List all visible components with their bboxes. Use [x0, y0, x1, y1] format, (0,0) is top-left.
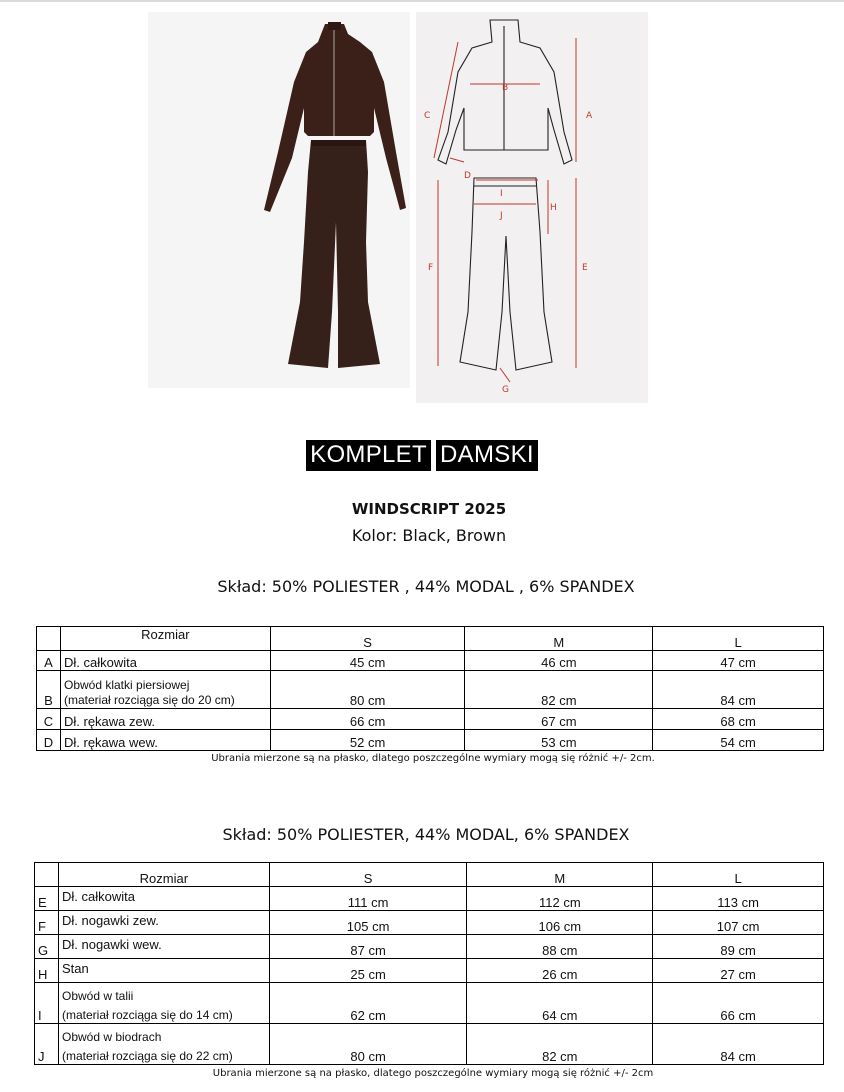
- table-row: [35, 959, 824, 983]
- row-name-note: (materiał rozciąga się do 22 cm): [61, 1049, 233, 1063]
- row-name: Dł. rękawa wew.: [60, 730, 270, 751]
- header-size-s: S: [270, 627, 465, 651]
- table-row: [35, 1024, 824, 1065]
- letter-a: A: [586, 111, 593, 121]
- row-code: E: [35, 887, 59, 911]
- bottom-composition: Skład: 50% POLIESTER, 44% MODAL, 6% SPANDEX: [222, 825, 630, 844]
- row-name: Dł. całkowita: [60, 651, 270, 671]
- value-m: 82 cm: [467, 1024, 653, 1065]
- row-name: Stan: [58, 959, 269, 983]
- row-code: I: [35, 983, 59, 1024]
- row-name-cell: [58, 983, 269, 1024]
- row-code: B: [37, 671, 61, 709]
- value-m: 67 cm: [465, 709, 653, 730]
- header-label: Rozmiar: [60, 627, 270, 651]
- value-s: 52 cm: [270, 730, 465, 751]
- value-m: 106 cm: [467, 911, 653, 935]
- table-header-row: [37, 627, 824, 651]
- table-row: [35, 935, 824, 959]
- row-name: Dł. rękawa zew.: [60, 709, 270, 730]
- row-code: J: [35, 1024, 59, 1065]
- value-s: 25 cm: [269, 959, 467, 983]
- value-l: 89 cm: [653, 935, 824, 959]
- header-size-l: L: [653, 863, 824, 887]
- model-name: WINDSCRIPT 2025: [351, 500, 507, 518]
- color-line: Kolor: Black, Brown: [351, 526, 507, 545]
- letter-f: F: [428, 263, 434, 273]
- value-m: 82 cm: [465, 671, 653, 709]
- row-name-cell: [58, 1024, 269, 1065]
- row-code: C: [37, 709, 61, 730]
- measurement-sketch: [416, 12, 648, 403]
- value-m: 46 cm: [465, 651, 653, 671]
- row-code: F: [35, 911, 59, 935]
- title-word-2: DAMSKI: [436, 440, 538, 471]
- value-s: 66 cm: [270, 709, 465, 730]
- row-name-note: (materiał rozciąga się do 14 cm): [61, 1008, 233, 1022]
- value-l: 47 cm: [653, 651, 824, 671]
- value-l: 27 cm: [653, 959, 824, 983]
- value-s: 62 cm: [269, 983, 467, 1024]
- top-measurement-note: Ubrania mierzone są na płasko, dlatego poszczególne wymiary mogą się różnić +/- 2cm.: [211, 753, 655, 764]
- value-m: 64 cm: [467, 983, 653, 1024]
- bottom-measurement-note: Ubrania mierzone są na płasko, dlatego poszczególne wymiary mogą się różnić +/- 2cm: [212, 1068, 654, 1079]
- row-code: H: [35, 959, 59, 983]
- value-s: 45 cm: [270, 651, 465, 671]
- value-s: 80 cm: [269, 1024, 467, 1065]
- top-size-table: [36, 626, 824, 751]
- table-row: [37, 651, 824, 671]
- header-size-s: S: [269, 863, 467, 887]
- table-row: [37, 730, 824, 751]
- row-code: D: [37, 730, 61, 751]
- value-s: 105 cm: [269, 911, 467, 935]
- value-l: 68 cm: [653, 709, 824, 730]
- brown-set-illustration: [148, 12, 410, 388]
- table-header-row: [35, 863, 824, 887]
- value-m: 53 cm: [465, 730, 653, 751]
- table-row: [37, 709, 824, 730]
- row-name-cell: [60, 671, 270, 709]
- value-m: 26 cm: [467, 959, 653, 983]
- row-code: G: [35, 935, 59, 959]
- product-photo: [148, 12, 410, 388]
- value-l: 84 cm: [653, 1024, 824, 1065]
- row-name: Obwód klatki piersiowej: [63, 678, 190, 692]
- letter-d: D: [464, 171, 471, 181]
- value-l: 66 cm: [653, 983, 824, 1024]
- header-code-cell: [35, 863, 59, 887]
- header-code-cell: [37, 627, 61, 651]
- bottom-size-table: [34, 862, 824, 1065]
- row-name-note: (materiał rozciąga się do 20 cm): [63, 693, 235, 707]
- row-name: Obwód w talii: [61, 989, 134, 1003]
- row-name: Obwód w biodrach: [61, 1030, 162, 1044]
- value-m: 88 cm: [467, 935, 653, 959]
- table-row: [37, 671, 824, 709]
- value-l: 54 cm: [653, 730, 824, 751]
- table-row: [35, 911, 824, 935]
- table-row: [35, 887, 824, 911]
- row-code: A: [37, 651, 61, 671]
- value-s: 87 cm: [269, 935, 467, 959]
- table-row: [35, 983, 824, 1024]
- letter-e: E: [582, 263, 588, 273]
- letter-j: J: [500, 211, 503, 221]
- top-border: [0, 0, 844, 2]
- letter-h: H: [550, 203, 557, 213]
- page-title: [0, 440, 844, 471]
- row-name: Dł. całkowita: [58, 887, 269, 911]
- header-label: Rozmiar: [58, 863, 269, 887]
- letter-b: B: [502, 83, 509, 93]
- value-m: 112 cm: [467, 887, 653, 911]
- top-composition: Skład: 50% POLIESTER , 44% MODAL , 6% SPANDEX: [217, 577, 635, 596]
- value-l: 84 cm: [653, 671, 824, 709]
- technical-drawing: [416, 12, 648, 403]
- row-name: Dł. nogawki zew.: [58, 911, 269, 935]
- letter-i: I: [500, 189, 503, 199]
- header-size-m: M: [467, 863, 653, 887]
- row-name: Dł. nogawki wew.: [58, 935, 269, 959]
- letter-c: C: [424, 111, 431, 121]
- header-size-m: M: [465, 627, 653, 651]
- header-size-l: L: [653, 627, 824, 651]
- letter-g: G: [502, 385, 509, 395]
- value-s: 80 cm: [270, 671, 465, 709]
- value-l: 107 cm: [653, 911, 824, 935]
- title-word-1: KOMPLET: [306, 440, 431, 471]
- value-s: 111 cm: [269, 887, 467, 911]
- value-l: 113 cm: [653, 887, 824, 911]
